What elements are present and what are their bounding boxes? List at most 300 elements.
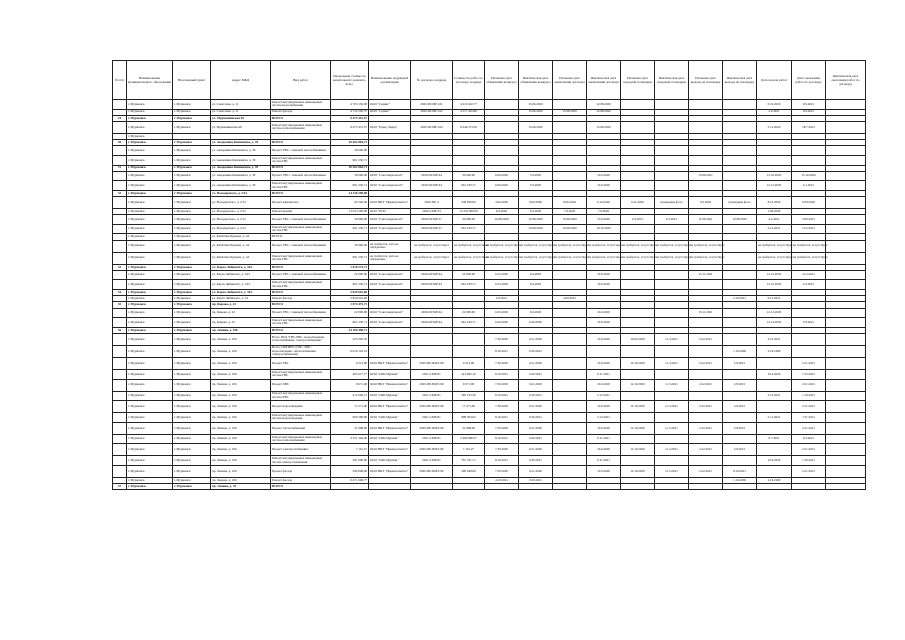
table-cell: Ремонт внутридомовых инженерных систем теплоснабжения [271, 121, 331, 133]
table-cell [689, 121, 723, 133]
table-cell: проведены фото [723, 197, 757, 209]
table-cell [113, 318, 127, 328]
header-col-12: Плановая дата передачи площадки [621, 61, 655, 100]
header-col-13: Фактическая дата передачи площадки [655, 61, 689, 100]
table-cell: ул. Академика Книповича, д. 39 [211, 140, 271, 146]
table-cell [655, 308, 689, 318]
table-cell [621, 181, 655, 191]
table-cell [689, 181, 723, 191]
table-cell [689, 391, 723, 401]
table-cell: 2020-ПР-4 [411, 197, 453, 209]
table-cell: 22 000,00 [331, 308, 369, 318]
table-cell: 16.9.2020 [587, 308, 621, 318]
table-cell [757, 444, 792, 456]
table-cell: пр. Ленина, д. 70 [211, 484, 271, 490]
header-col-0: Наименование муниципального образования [127, 61, 173, 100]
table-cell: г. Мурманск [173, 270, 211, 280]
table-cell: 3 499 866,57 [453, 434, 485, 444]
table-cell-pad [826, 100, 866, 110]
table-row [113, 357, 866, 369]
table-cell: 2.21.2021 [757, 333, 792, 345]
table-cell: 37 [113, 484, 127, 490]
table-cell: Ремонт фасада [271, 296, 331, 302]
table-cell-pad [826, 146, 866, 156]
table-cell: 2.8.2021 [723, 444, 757, 456]
table-cell: 4 712 295,57 [331, 109, 369, 115]
table-row [113, 171, 866, 181]
table-cell: 2.22.2021 [689, 465, 723, 477]
table-cell: г. Мурманск [127, 280, 173, 290]
table-cell [113, 369, 127, 379]
table-cell: 1 018 274,71 [331, 264, 369, 270]
table-cell-pad [826, 280, 866, 290]
table-cell: г. Мурманск [127, 181, 173, 191]
table-body [113, 100, 866, 490]
table-cell: 1.16.2006 [723, 477, 757, 483]
table-cell: не требуется, отсутствует [757, 240, 792, 252]
table-cell: ул. Мурмашинская 49 [211, 121, 271, 133]
table-cell [113, 270, 127, 280]
table-cell: пр. Ленина, д. 106 [211, 357, 271, 369]
table-cell [689, 434, 723, 444]
table-cell: 2.22.2021 [689, 379, 723, 391]
table-cell [655, 270, 689, 280]
table-cell [553, 155, 587, 165]
table-cell: 2.12.2021 [757, 391, 792, 401]
table-cell: 961 230,71 [331, 224, 369, 234]
table-cell: не требуется, отсутствует [757, 252, 792, 264]
table-cell: 7.30.2020 [485, 422, 519, 434]
table-cell: 31 098,00 [331, 422, 369, 434]
table-cell: Ремонт фасада [271, 477, 331, 483]
table-cell: Ремонт внутридомовых инженерных систем ГВС [271, 369, 331, 379]
table-cell [113, 434, 127, 444]
table-cell: не требуется, отсутствует [519, 252, 553, 264]
table-cell: 9.3.2021 [792, 434, 826, 444]
table-cell: пр. Ленина, д. 106 [211, 434, 271, 444]
table-cell [553, 456, 587, 466]
table-cell: 12.10.2020 [621, 401, 655, 413]
table-cell [621, 413, 655, 423]
table-cell: 2.12.2021 [587, 413, 621, 423]
table-cell [723, 270, 757, 280]
table-cell: г. Мурманск [173, 190, 211, 196]
table-cell: ООО НКЭ "Ирканалсинтез" [369, 379, 411, 391]
table-cell: ООО "Сервис" [369, 109, 411, 115]
table-cell [453, 155, 485, 165]
table-cell: 6 916 122,19 [331, 345, 369, 357]
table-cell: не требуется, отсутствует [485, 252, 519, 264]
table-cell: 16.9.2020 [587, 171, 621, 181]
table-cell: Проект теплоснабжения [271, 422, 331, 434]
table-cell: 13.09.2020 [553, 224, 587, 234]
table-cell [621, 434, 655, 444]
table-cell: г. Мурманск [127, 264, 173, 270]
table-cell-pad [826, 197, 866, 209]
table-cell: 14.08.2020 [485, 215, 519, 225]
table-cell [723, 181, 757, 191]
table-cell: 30 000,00 [453, 215, 485, 225]
header-col-5: Наименование подрядной организации [369, 61, 411, 100]
table-cell-pad [826, 345, 866, 357]
table-cell: 391 606,00 [331, 456, 369, 466]
table-cell: Ремонт внутридомовых инженерных систем ГВС [271, 155, 331, 165]
table-cell [587, 484, 621, 490]
table-cell: 12.12.2020 [757, 181, 792, 191]
table-cell: г. Мурманск [127, 391, 173, 401]
table-row [113, 280, 866, 290]
table-cell: 2.12.2021 [587, 391, 621, 401]
table-cell: 8.10.2021 [485, 434, 519, 444]
table-cell: 5.9.2020 [519, 181, 553, 191]
table-cell: 10.4.2020 [757, 456, 792, 466]
table-cell: 1.19.2021 [792, 391, 826, 401]
table-cell [519, 484, 553, 490]
table-cell: г. Мурманск [127, 224, 173, 234]
table-cell: не требуется, отсутствует [621, 252, 655, 264]
table-cell [655, 100, 689, 110]
table-cell: не требуется, отсутствует [411, 252, 453, 264]
table-cell: 2021-СМР-81 [411, 391, 453, 401]
table-cell [757, 422, 792, 434]
table-cell-pad [826, 171, 866, 181]
table-cell: г. Мурманск [173, 434, 211, 444]
table-cell: 9.29.2020 [792, 197, 826, 209]
table-cell: ООО НКЭ "Ирканалсинтез" [369, 357, 411, 369]
table-cell [485, 484, 519, 490]
table-cell: ВСЕГО [271, 165, 331, 171]
table-cell: 15.09.2020 [587, 121, 621, 133]
table-cell [723, 100, 757, 110]
table-cell [113, 215, 127, 225]
table-cell: 9.30.2021 [519, 369, 553, 379]
table-cell: 12.10.2020 [621, 379, 655, 391]
table-cell: не требуется, отсутствует [553, 240, 587, 252]
table-cell: ВСЕГО [271, 484, 331, 490]
table-row [113, 401, 866, 413]
table-cell: ООО НКЭ "Ирканалсинтез" [369, 465, 411, 477]
table-row [113, 100, 866, 110]
table-cell: 11.3.2021 [655, 357, 689, 369]
table-cell: г. Мурманск [173, 264, 211, 270]
table-cell: 2.8.2021 [723, 379, 757, 391]
table-cell: 2020-ПСМР-64 [411, 181, 453, 191]
table-cell: 2.22.2021 [689, 357, 723, 369]
table-cell-pad [826, 369, 866, 379]
table-cell: 2.22.2021 [689, 422, 723, 434]
table-cell [723, 434, 757, 444]
table-cell: не требуется, отсутствует [485, 240, 519, 252]
table-cell: ООО "Союзэнергомонт" [369, 171, 411, 181]
table-cell: ВСЕГО [271, 302, 331, 308]
table-row [113, 197, 866, 209]
table-cell: 9.30.2021 [519, 434, 553, 444]
table-cell: пр. Ленина, д. 106 [211, 379, 271, 391]
table-cell: 22 000,00 [331, 270, 369, 280]
table-cell: не требуется, дата не определена [369, 252, 411, 264]
table-cell [621, 121, 655, 133]
table-cell [689, 100, 723, 110]
table-cell [369, 345, 411, 357]
table-cell: 4.2.2021 [757, 215, 792, 225]
table-cell: ООО "Союзэнергомонт" [369, 215, 411, 225]
table-row [113, 333, 866, 345]
table-cell [113, 345, 127, 357]
table-cell: г. Мурманск [127, 109, 173, 115]
table-cell: пр. Кирова, д. 22 [211, 318, 271, 328]
table-cell [621, 171, 655, 181]
table-cell: 2021-СМР-81 [411, 434, 453, 444]
table-cell [689, 413, 723, 423]
table-cell [723, 121, 757, 133]
header-col-16: Дата начала работ [757, 61, 792, 100]
table-cell: ООО "Гранд Лидер" [369, 121, 411, 133]
table-cell [723, 252, 757, 264]
table-cell: 4 517 425,86 [453, 109, 485, 115]
table-cell-pad [826, 444, 866, 456]
table-cell: 11.06.2021 [689, 215, 723, 225]
table-cell: Проект ГВС с заменой теплообменника [271, 270, 331, 280]
table-cell: 15.09.2020 [553, 215, 587, 225]
table-cell [792, 146, 826, 156]
table-cell: 7 161,27 [331, 444, 369, 456]
table-row [113, 308, 866, 318]
table-cell: не требуется, отсутствует [689, 240, 723, 252]
table-cell: 4 763 156,00 [331, 100, 369, 110]
table-cell: пр. Ленина, д. 106 [211, 327, 271, 333]
table-cell: 8.11.2021 [587, 434, 621, 444]
table-cell [723, 240, 757, 252]
table-cell: Ремонт внутридомовых инженерных систем ГВС [271, 181, 331, 191]
table-cell [723, 456, 757, 466]
table-cell: 30 000,00 [331, 171, 369, 181]
table-cell: пр. Ленина, д. 106 [211, 401, 271, 413]
table-cell [113, 121, 127, 133]
table-cell [113, 100, 127, 110]
table-cell: г. Мурманск [127, 240, 173, 252]
table-cell: 961 230,71 [453, 181, 485, 191]
table-cell [113, 465, 127, 477]
table-cell: ул. Советская, д. 11 [211, 109, 271, 115]
table-cell: 2 829 616,00 [331, 296, 369, 302]
table-cell [485, 121, 519, 133]
table-cell: пр. Кирова, д. 22 [211, 308, 271, 318]
table-cell: 9.06.2020 [519, 197, 553, 209]
table-cell [723, 391, 757, 401]
table-cell: г. Мурманск [127, 484, 173, 490]
table-cell: 9.21.2020 [519, 465, 553, 477]
table-cell [621, 369, 655, 379]
table-cell: 9.30.2021 [519, 345, 553, 357]
table-cell: пр. Ленина, д. 106 [211, 444, 271, 456]
table-cell [723, 224, 757, 234]
table-cell: г. Мурманск [173, 345, 211, 357]
table-cell [113, 171, 127, 181]
table-cell [519, 146, 553, 156]
table-cell [587, 345, 621, 357]
table-cell-pad [826, 465, 866, 477]
table-cell: ул. Володарского, д. 2/12 [211, 209, 271, 215]
table-cell: 12.08.2020 [587, 109, 621, 115]
table-cell [411, 345, 453, 357]
table-row [113, 240, 866, 252]
table-cell: 64 526,00 [331, 197, 369, 209]
table-cell: 13 232 000,00 [453, 209, 485, 215]
table-cell [113, 357, 127, 369]
table-cell: не требуется, отсутствует [792, 252, 826, 264]
table-cell [485, 146, 519, 156]
table-cell: 9 671,00 [331, 379, 369, 391]
table-cell: 6.9.2020 [519, 308, 553, 318]
table-cell [485, 155, 519, 165]
table-cell: 961 230,71 [331, 155, 369, 165]
table-cell: 9 475 451,57 [331, 115, 369, 121]
table-cell: ул. Володарского, д. 2/12 [211, 215, 271, 225]
table-cell [621, 155, 655, 165]
table-cell: 2020-ПСМР-57 [411, 215, 453, 225]
table-cell: г. Мурманск [127, 115, 173, 121]
table-cell: 7.30.2020 [485, 444, 519, 456]
table-cell: 9 671,00 [453, 379, 485, 391]
table-cell [723, 171, 757, 181]
table-cell: пр. Кирова, д. 22 [211, 302, 271, 308]
table-cell: 6.09.2020 [485, 171, 519, 181]
table-cell: г. Мурманск [127, 100, 173, 110]
table-cell [553, 444, 587, 456]
table-cell: 16.9.2020 [587, 318, 621, 328]
table-cell: 2021-СМР-81 [411, 369, 453, 379]
table-cell: ул. Володарского, д. 2/12 [211, 190, 271, 196]
table-cell: г. Мурманск [127, 165, 173, 171]
table-cell: г. Мурманск [173, 379, 211, 391]
table-cell: 6.9.2020 [519, 209, 553, 215]
header-col-8: Плановая дата объявления конкурса [485, 61, 519, 100]
table-cell-pad [826, 224, 866, 234]
table-cell: ул. Академика Книповича, д. 39 [211, 165, 271, 171]
table-cell [655, 434, 689, 444]
table-cell [453, 333, 485, 345]
table-cell: ул. Карла Либкнехта, д. 34/1 [211, 264, 271, 270]
table-cell: г. Мурманск [173, 224, 211, 234]
table-cell: 6.09.2020 [485, 181, 519, 191]
table-cell: 13.09.2020 [519, 224, 553, 234]
table-cell: не требуется, отсутствует [655, 240, 689, 252]
table-cell: 6.29.2020 [519, 318, 553, 328]
table-cell [621, 224, 655, 234]
table-cell: Ремонт внутридомовых инженерных систем ГВС [271, 318, 331, 328]
table-cell: Всего СМР ВИС (ГВС, ХВС, водоотведение, теплоснабжение, электроснабжение) [271, 345, 331, 357]
table-cell: 13.08.2020 [723, 215, 757, 225]
table-cell: 7.30.2020 [485, 465, 519, 477]
table-cell: 9.30.2021 [519, 477, 553, 483]
table-cell: 2020-ПСМР-64 [411, 270, 453, 280]
table-cell: пр. Ленина, д. 106 [211, 413, 271, 423]
table-cell [655, 391, 689, 401]
table-cell [621, 318, 655, 328]
table-cell [689, 318, 723, 328]
table-cell: 9.10.2020 [587, 197, 621, 209]
table-cell: Всего ПСД "ГВС,ХВС, водоотведение, теплоснабжение, электроснабжение" [271, 333, 331, 345]
table-cell: 17 271,00 [331, 401, 369, 413]
table-cell: г. Мурманск [173, 140, 211, 146]
table-cell: 15.06.2020 [519, 109, 553, 115]
table-cell: 8.10.2021 [485, 345, 519, 357]
table-cell: 18.7.2021 [792, 121, 826, 133]
table-cell: 9 213,00 [331, 357, 369, 369]
table-cell [689, 456, 723, 466]
table-cell: 10.4.2020 [757, 369, 792, 379]
table-cell: 961 230,71 [331, 318, 369, 328]
table-cell: Ремонт внутридомовых инженерных систем ГВС [271, 280, 331, 290]
table-cell [723, 308, 757, 318]
table-cell: 9.21.2020 [519, 357, 553, 369]
table-cell: 898 363,02 [453, 413, 485, 423]
table-cell: ул. Володарского, д. 2/12 [211, 224, 271, 234]
table-cell [113, 181, 127, 191]
table-cell: ул. Академика Книповича, д. 39 [211, 155, 271, 165]
table-cell: 2.2.2021 [757, 109, 792, 115]
table-cell: 12.10.2020 [621, 422, 655, 434]
table-cell: 2020-ПР-ПМЭ-99 [411, 401, 453, 413]
table-row [113, 465, 866, 477]
table-header-row [113, 61, 866, 100]
table-cell: 11.3.2021 [655, 401, 689, 413]
table-cell: 2.21.2021 [792, 465, 826, 477]
table-cell: 31 [113, 165, 127, 171]
table-cell: г. Мурманск [173, 146, 211, 156]
table-cell: Ремонт крыши [271, 209, 331, 215]
table-cell: 5.9.2020 [519, 171, 553, 181]
table-cell: 34 109 498,71 [331, 327, 369, 333]
table-cell [757, 465, 792, 477]
table-cell: 30 000,00 [453, 171, 485, 181]
table-row [113, 391, 866, 401]
table-cell: Ремонт фасада [271, 109, 331, 115]
table-cell: 223 295,52 [331, 333, 369, 345]
table-cell [689, 155, 723, 165]
table-cell [689, 146, 723, 156]
table-cell: г. Мурманск [173, 296, 211, 302]
table-cell: 1.16.2006 [723, 345, 757, 357]
table-cell: г. Мурманск [127, 456, 173, 466]
table-cell: 36 [113, 327, 127, 333]
table-cell: 9.11.2021 [587, 456, 621, 466]
table-cell: 9.21.2020 [519, 379, 553, 391]
table-cell: 30 000,00 [331, 215, 369, 225]
table-cell: 2.22.2021 [689, 333, 723, 345]
table-cell: 7.9.2020 [553, 209, 587, 215]
table-cell [369, 155, 411, 165]
table-cell: г. Мурманск [173, 215, 211, 225]
table-cell: 8.10.2021 [485, 391, 519, 401]
table-cell: 11.3.2021 [655, 379, 689, 391]
table-cell [553, 369, 587, 379]
table-cell: 961 230,71 [331, 181, 369, 191]
table-cell [655, 181, 689, 191]
table-cell: 2.8.2021 [792, 318, 826, 328]
table-cell: 9.21.2020 [519, 333, 553, 345]
table-cell [723, 146, 757, 156]
table-cell: 12.2.2021 [792, 270, 826, 280]
table-cell [369, 333, 411, 345]
table-cell: 9.21.2020 [519, 401, 553, 413]
table-cell: 2020-ПСМР-57 [411, 224, 453, 234]
table-cell: 9.12.2021 [757, 296, 792, 302]
table-cell [723, 318, 757, 328]
table-cell: г. Мурманск [127, 308, 173, 318]
table-cell: ООО НКЭ "Ирканалсинтез" [369, 197, 411, 209]
table-cell: 14 120 298,00 [331, 190, 369, 196]
